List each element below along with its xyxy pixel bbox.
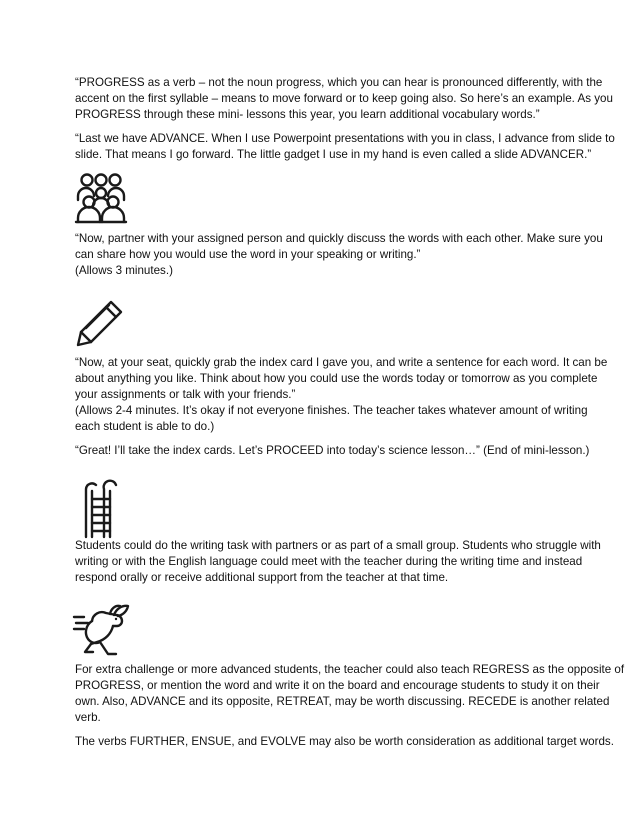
text-line: can share how you would use the word in your speaking or writing.” <box>75 248 421 261</box>
text-line: “Now, at your seat, quickly grab the index card I gave you, and write a sentence for each word. It can be <box>75 356 608 369</box>
text-line: PROGRESS, or mention the word and write it on the board and encourage students to study it on their <box>75 679 600 692</box>
text-line: The verbs FURTHER, ENSUE, and EVOLVE may also be worth consideration as additional target words. <box>75 735 614 748</box>
paragraph-index-card-writing <box>75 355 608 435</box>
text-line: respond orally or receive additional support from the teacher at that time. <box>75 571 449 584</box>
text-line: each student is able to do.) <box>75 420 215 433</box>
text-line: “Last we have ADVANCE. When I use Powerpoint presentations with you in class, I advance from slide to <box>75 132 615 145</box>
paragraph-additional-verbs <box>75 734 614 750</box>
pencil-icon <box>75 298 127 348</box>
text-line: verb. <box>75 711 101 724</box>
paragraph-end-of-lesson <box>75 443 590 459</box>
paragraph-partner-discussion <box>75 231 603 279</box>
text-line: For extra challenge or more advanced students, the teacher could also teach REGRESS as the opposite of <box>75 663 625 676</box>
text-line: slide. That means I go forward. The little gadget I use in my hand is even called a slide ADVANCER.” <box>75 148 592 161</box>
text-line: your assignments or talk with your friends.” <box>75 388 296 401</box>
text-line: writing or with the English language could meet with the teacher during the writing time and instead <box>75 555 583 568</box>
text-line: (Allows 2-4 minutes. It’s okay if not everyone finishes. The teacher takes whatever amount of writing <box>75 404 588 417</box>
paragraph-differentiation-support <box>75 538 601 586</box>
text-line: own. Also, ADVANCE and its opposite, RETREAT, may be worth discussing. RECEDE is another related <box>75 695 610 708</box>
paragraph-advance-definition <box>75 131 615 163</box>
text-line: Students could do the writing task with partners or as part of a small group. Students who struggle with <box>75 539 601 552</box>
text-line: PROGRESS through these mini- lessons this year, you learn additional vocabulary words.” <box>75 108 540 121</box>
text-line: (Allows 3 minutes.) <box>75 264 173 277</box>
text-line: “Now, partner with your assigned person and quickly discuss the words with each other. Make sure you <box>75 232 603 245</box>
group-people-icon <box>73 172 129 224</box>
text-line: “PROGRESS as a verb – not the noun progress, which you can hear is pronounced differently, with the <box>75 76 603 89</box>
paragraph-progress-definition <box>75 75 613 123</box>
text-line: about anything you like. Think about how you could use the words today or tomorrow as you complete <box>75 372 598 385</box>
ladder-icon <box>80 479 122 539</box>
text-line: accent on the first syllable – means to move forward or to keep going also. So here’s an example. As you <box>75 92 613 105</box>
text-line: “Great! I’ll take the index cards. Let’s PROCEED into today’s science lesson…” (End of mini-lesson.) <box>75 444 590 457</box>
running-rabbit-icon <box>72 603 134 661</box>
paragraph-extra-challenge <box>75 662 625 726</box>
